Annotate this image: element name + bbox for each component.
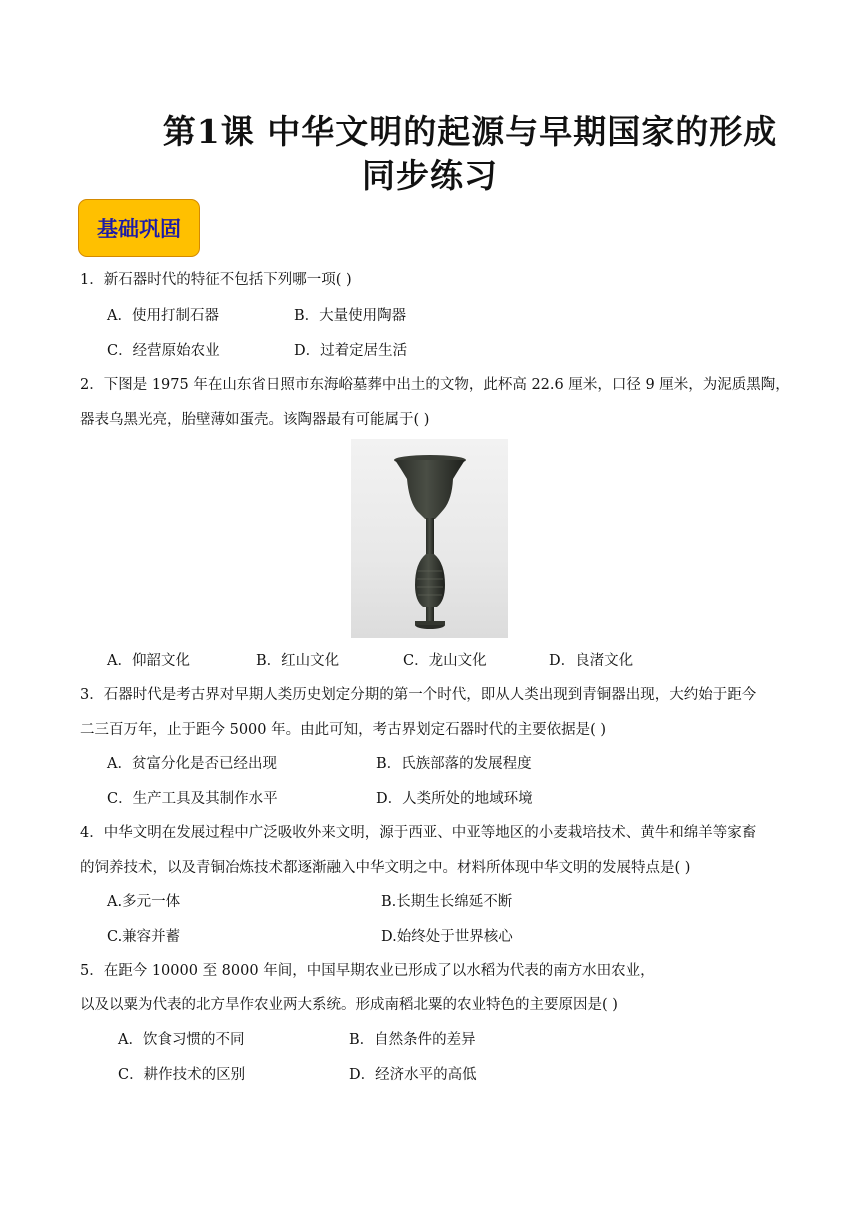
question-5-stem-line-2: 以及以粟为代表的北方旱作农业两大系统。形成南稻北粟的农业特色的主要原因是( ) bbox=[80, 997, 618, 1013]
section-badge: 基础巩固 bbox=[78, 199, 200, 257]
question-2-option-a: A．仰韶文化 bbox=[107, 653, 190, 669]
question-3-option-d: D．人类所处的地域环境 bbox=[376, 791, 533, 807]
question-2-option-b: B．红山文化 bbox=[256, 653, 340, 669]
question-4-option-c: C.兼容并蓄 bbox=[107, 929, 181, 945]
question-1-option-d: D．过着定居生活 bbox=[294, 343, 408, 359]
question-4-stem-line-2: 的饲养技术，以及青铜冶炼技术都逐渐融入中华文明之中。材料所体现中华文明的发展特点是( ) bbox=[80, 860, 691, 876]
question-3-stem-line-2: 二三百万年，止于距今 5000 年。由此可知，考古界划定石器时代的主要依据是( ) bbox=[80, 722, 607, 738]
question-1-option-b: B．大量使用陶器 bbox=[294, 308, 407, 324]
question-1-option-c: C．经营原始农业 bbox=[107, 343, 220, 359]
question-2-option-c: C．龙山文化 bbox=[403, 653, 487, 669]
black-pottery-stem-cup-image bbox=[351, 439, 508, 638]
page-title: 第1课 中华文明的起源与早期国家的形成 bbox=[162, 112, 778, 151]
page-subtitle: 同步练习 bbox=[362, 156, 498, 195]
question-3-option-a: A．贫富分化是否已经出现 bbox=[107, 756, 277, 772]
question-5-option-b: B．自然条件的差异 bbox=[349, 1032, 476, 1048]
question-5-option-d: D．经济水平的高低 bbox=[349, 1067, 477, 1083]
question-4-option-b: B.长期生长绵延不断 bbox=[381, 894, 513, 910]
question-2-stem-line-1: 2．下图是 1975 年在山东省日照市东海峪墓葬中出土的文物，此杯高 22.6 厘米，口径 9 厘米，为泥质黑陶， bbox=[80, 377, 790, 393]
question-1-stem: 1．新石器时代的特征不包括下列哪一项( ) bbox=[80, 272, 352, 288]
question-4-option-a: A.多元一体 bbox=[107, 894, 181, 910]
stem-cup-icon bbox=[351, 439, 508, 638]
question-5-option-c: C．耕作技术的区别 bbox=[118, 1067, 246, 1083]
question-4-option-d: D.始终处于世界核心 bbox=[381, 929, 513, 945]
question-4-stem-line-1: 4．中华文明在发展过程中广泛吸收外来文明，源于西亚、中亚等地区的小麦栽培技术、黄牛和绵羊等家畜 bbox=[80, 825, 757, 841]
question-5-stem-line-1: 5．在距今 10000 至 8000 年间，中国早期农业已形成了以水稻为代表的南方水田农业， bbox=[80, 963, 655, 979]
question-1-option-a: A．使用打制石器 bbox=[107, 308, 219, 324]
question-2-option-d: D．良渚文化 bbox=[549, 653, 634, 669]
question-3-option-c: C．生产工具及其制作水平 bbox=[107, 791, 278, 807]
question-2-stem-line-2: 器表乌黑光亮，胎壁薄如蛋壳。该陶器最有可能属于( ) bbox=[80, 412, 430, 428]
question-3-option-b: B．氏族部落的发展程度 bbox=[376, 756, 532, 772]
question-3-stem-line-1: 3．石器时代是考古界对早期人类历史划定分期的第一个时代，即从人类出现到青铜器出现，大约始于距今 bbox=[80, 687, 757, 703]
question-5-option-a: A．饮食习惯的不同 bbox=[118, 1032, 245, 1048]
